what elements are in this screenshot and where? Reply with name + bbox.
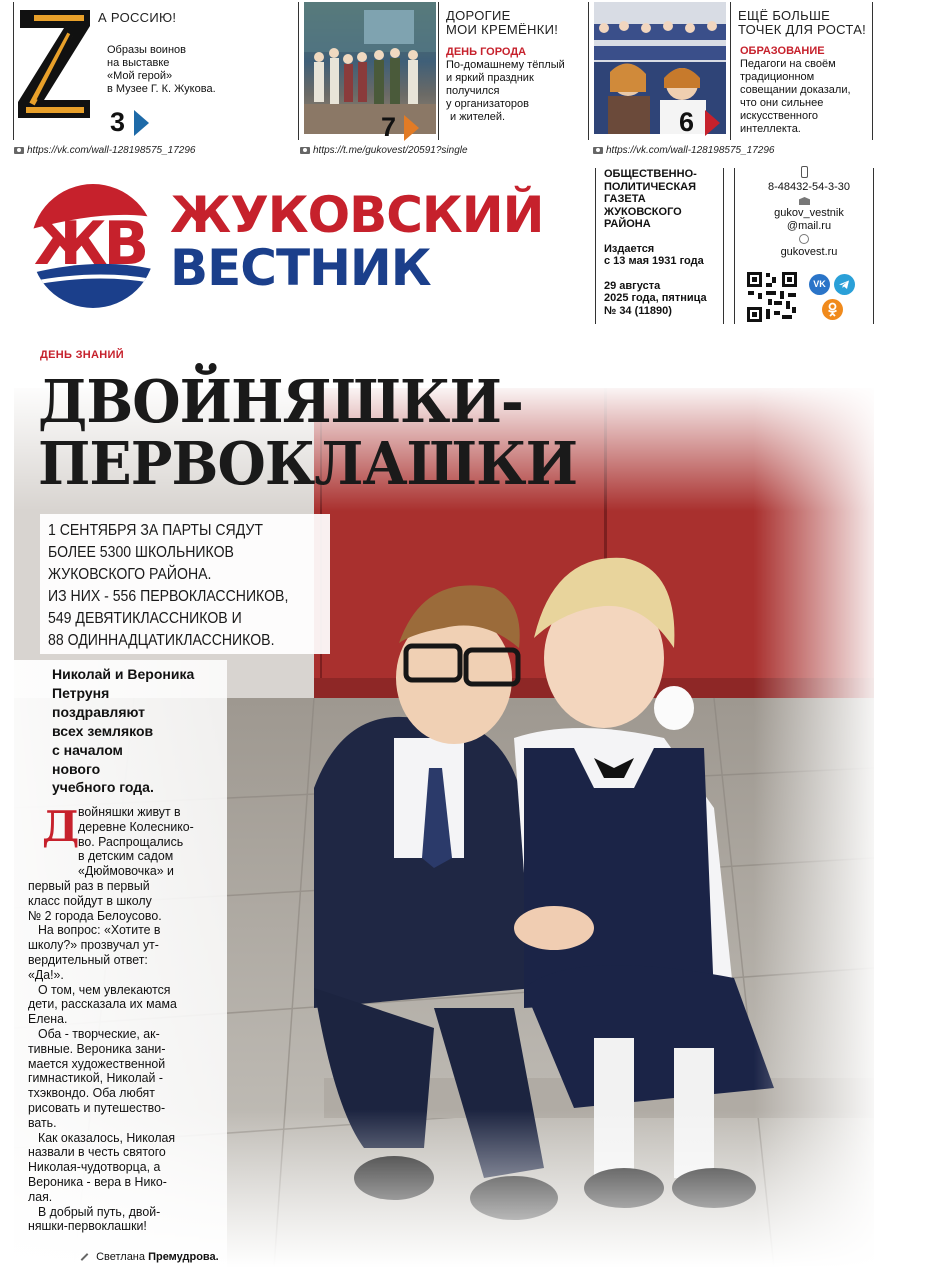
- teaser-2-rubric: ДЕНЬ ГОРОДА: [446, 46, 527, 58]
- teaser-2-page-number: 7: [381, 112, 397, 142]
- teaser-2-title: ДОРОГИЕ: [446, 8, 511, 23]
- masthead-logo[interactable]: [28, 178, 158, 314]
- info-line: РАЙОНА: [604, 218, 651, 230]
- teaser-3-title: ТОЧЕК ДЛЯ РОСТА!: [738, 22, 867, 37]
- teaser-1-title: А РОССИЮ!: [98, 10, 177, 25]
- body-line: деревне Колеснико-: [78, 818, 194, 834]
- body-line: Вероника - вера в Нико-: [28, 1174, 167, 1189]
- teaser-3-link[interactable]: [593, 145, 774, 156]
- issue-date-line: 29 августа: [604, 279, 661, 292]
- email-line2[interactable]: @mail.ru: [786, 220, 832, 232]
- subhead-line: Николай и Вероника: [52, 666, 195, 682]
- teaser-divider: [872, 2, 873, 140]
- teaser-2-link-text: https://t.me/gukovest/20591?single: [313, 145, 468, 156]
- lead-line: 1 СЕНТЯБРЯ ЗА ПАРТЫ СЯДУТ: [48, 522, 263, 539]
- masthead-divider: [595, 168, 596, 324]
- logo-letters: ЖВ: [34, 209, 146, 279]
- teaser-3-line: совещании доказали,: [740, 84, 851, 96]
- dropcap: Д: [42, 802, 80, 851]
- issue-date-line: 2025 года, пятница: [604, 292, 707, 304]
- body-line: Елена.: [28, 1011, 68, 1027]
- publication-info: [604, 168, 707, 317]
- camera-icon: [14, 147, 24, 154]
- body-line: класс пойдут в школу: [28, 892, 152, 908]
- author-first-name: Светлана: [96, 1251, 146, 1263]
- lead-line: 549 ДЕВЯТИКЛАССНИКОВ И: [48, 610, 242, 627]
- vk-icon[interactable]: VK: [809, 274, 830, 295]
- subhead-line: нового: [52, 761, 101, 777]
- lead-line: ЖУКОВСКОГО РАЙОНА.: [48, 566, 212, 583]
- body-line: На вопрос: «Хотите в: [38, 922, 161, 938]
- body-line: мается художественной: [28, 1055, 166, 1071]
- arrow-right-icon: [404, 115, 419, 141]
- teaser-1-line: «Мой герой»: [107, 70, 173, 82]
- body-line: Оба - творческие, ак-: [38, 1026, 160, 1041]
- teaser-3-line: традиционном: [740, 71, 815, 83]
- body-line: няшки-первоклашки!: [28, 1218, 147, 1234]
- body-line: Николая-чудотворца, а: [28, 1159, 161, 1175]
- teaser-1-line: в Музее Г. К. Жукова.: [107, 83, 216, 95]
- teaser-3-rubric: ОБРАЗОВАНИЕ: [740, 45, 825, 57]
- issue-number: № 34 (11890): [604, 304, 672, 317]
- body-line: «Дюймовочка» и: [78, 863, 174, 879]
- camera-icon: [300, 147, 310, 154]
- body-line: дети, рассказала их мама: [28, 996, 177, 1012]
- phone-number[interactable]: 8-48432-54-3-30: [768, 181, 850, 193]
- pen-icon: [81, 1253, 89, 1261]
- body-line: рисовать и путешество-: [28, 1100, 166, 1115]
- teaser-2-line: и яркий праздник: [446, 72, 534, 84]
- founded-line: Издается: [604, 242, 655, 255]
- body-line: первый раз в первый: [28, 878, 150, 893]
- subhead-line: поздравляют: [52, 704, 145, 720]
- teaser-3[interactable]: [588, 0, 878, 145]
- teaser-3-link-text: https://vk.com/wall-128198575_17296: [606, 145, 775, 156]
- body-line: вердительный ответ:: [28, 952, 148, 967]
- teaser-3-page-number: 6: [679, 107, 695, 137]
- subhead-line: Петруня: [52, 685, 110, 701]
- body-line: войняшки живут в: [78, 804, 181, 819]
- body-line: в детским садом: [78, 848, 174, 864]
- website-link[interactable]: gukovest.ru: [780, 246, 838, 258]
- qr-code-icon[interactable]: [746, 271, 798, 323]
- teaser-2[interactable]: [298, 0, 588, 145]
- subhead-line: всех земляков: [52, 723, 154, 739]
- subhead-line: с началом: [52, 742, 123, 758]
- body-line: О том, чем увлекаются: [38, 981, 171, 997]
- lead-line: ИЗ НИХ - 556 ПЕРВОКЛАССНИКОВ,: [48, 588, 289, 605]
- body-line: В добрый путь, двой-: [38, 1203, 161, 1219]
- teaser-2-title: МОИ КРЕМЁНКИ!: [446, 22, 559, 37]
- teaser-divider: [438, 2, 439, 140]
- headline-line2: ПЕРВОКЛАШКИ: [38, 429, 578, 498]
- phone-icon: [801, 166, 808, 178]
- teaser-1-page-number: 3: [110, 107, 126, 137]
- teaser-2-line: По-домашнему тёплый: [446, 59, 565, 71]
- teaser-1-link[interactable]: [14, 145, 195, 156]
- lead-line: 88 ОДИННАДЦАТИКЛАССНИКОВ.: [48, 632, 275, 649]
- teaser-2-line: получился: [446, 85, 500, 97]
- body-line: тхэквондо. Оба любят: [28, 1085, 155, 1101]
- teaser-3-line: интеллекта.: [740, 123, 801, 135]
- camera-icon: [593, 147, 603, 154]
- subhead-line: учебного года.: [52, 779, 154, 795]
- body-line: № 2 города Белоусово.: [28, 907, 162, 923]
- body-line: вать.: [28, 1114, 57, 1130]
- body-line: «Да!».: [28, 966, 64, 982]
- body-line: во. Распрощались: [78, 833, 184, 849]
- lead-line: БОЛЕЕ 5300 ШКОЛЬНИКОВ: [48, 544, 234, 561]
- body-line: школу?» прозвучал ут-: [28, 937, 159, 953]
- globe-icon: [799, 234, 809, 244]
- masthead-title-line2: ВЕСТНИК: [170, 239, 431, 297]
- masthead-divider: [734, 168, 735, 324]
- body-line: гимнастикой, Николай -: [28, 1070, 163, 1086]
- teaser-1-line: Образы воинов: [107, 44, 186, 56]
- teaser-3-line: Педагоги на своём: [740, 58, 836, 70]
- arrow-right-icon: [134, 110, 149, 136]
- teaser-2-link[interactable]: [300, 145, 468, 156]
- author-last-name: Премудрова.: [148, 1251, 219, 1263]
- teaser-3-line: искусственного: [740, 110, 818, 122]
- z-ribbon-icon: [14, 4, 96, 122]
- masthead-divider: [723, 168, 724, 324]
- info-line: ОБЩЕСТВЕННО-: [604, 168, 697, 180]
- author-byline: [80, 1251, 219, 1263]
- teaser-1-link-text: https://vk.com/wall-128198575_17296: [27, 145, 196, 156]
- odnoklassniki-icon[interactable]: [822, 299, 843, 320]
- info-line: ПОЛИТИЧЕСКАЯ: [604, 180, 697, 193]
- mail-icon: [799, 197, 810, 205]
- teaser-1-line: на выставке: [107, 57, 170, 69]
- teaser-divider: [730, 2, 731, 140]
- teaser-2-line: и жителей.: [450, 111, 506, 123]
- telegram-icon[interactable]: [834, 274, 855, 295]
- body-line: тивные. Вероника зани-: [28, 1040, 166, 1056]
- teaser-3-line: что они сильнее: [740, 97, 824, 109]
- email-line1[interactable]: gukov_vestnik: [774, 207, 844, 219]
- teaser-3-title: ЕЩЁ БОЛЬШЕ: [738, 8, 831, 23]
- teaser-divider: [13, 2, 14, 140]
- info-line: ГАЗЕТА: [604, 193, 646, 205]
- masthead-title-line1: ЖУКОВСКИЙ: [170, 186, 544, 244]
- info-line: ЖУКОВСКОГО: [604, 205, 682, 218]
- teaser-2-line: у организаторов: [446, 98, 529, 110]
- teaser-1[interactable]: [0, 0, 290, 145]
- article-rubric: ДЕНЬ ЗНАНИЙ: [40, 349, 124, 361]
- arrow-right-icon: [705, 110, 720, 136]
- body-line: назвали в честь святого: [28, 1144, 166, 1160]
- founded-line: с 13 мая 1931 года: [604, 255, 704, 267]
- body-line: Как оказалось, Николая: [38, 1129, 176, 1145]
- masthead-divider: [873, 168, 874, 324]
- body-line: лая.: [28, 1188, 53, 1204]
- headline-line1: ДВОЙНЯШКИ-: [38, 367, 524, 436]
